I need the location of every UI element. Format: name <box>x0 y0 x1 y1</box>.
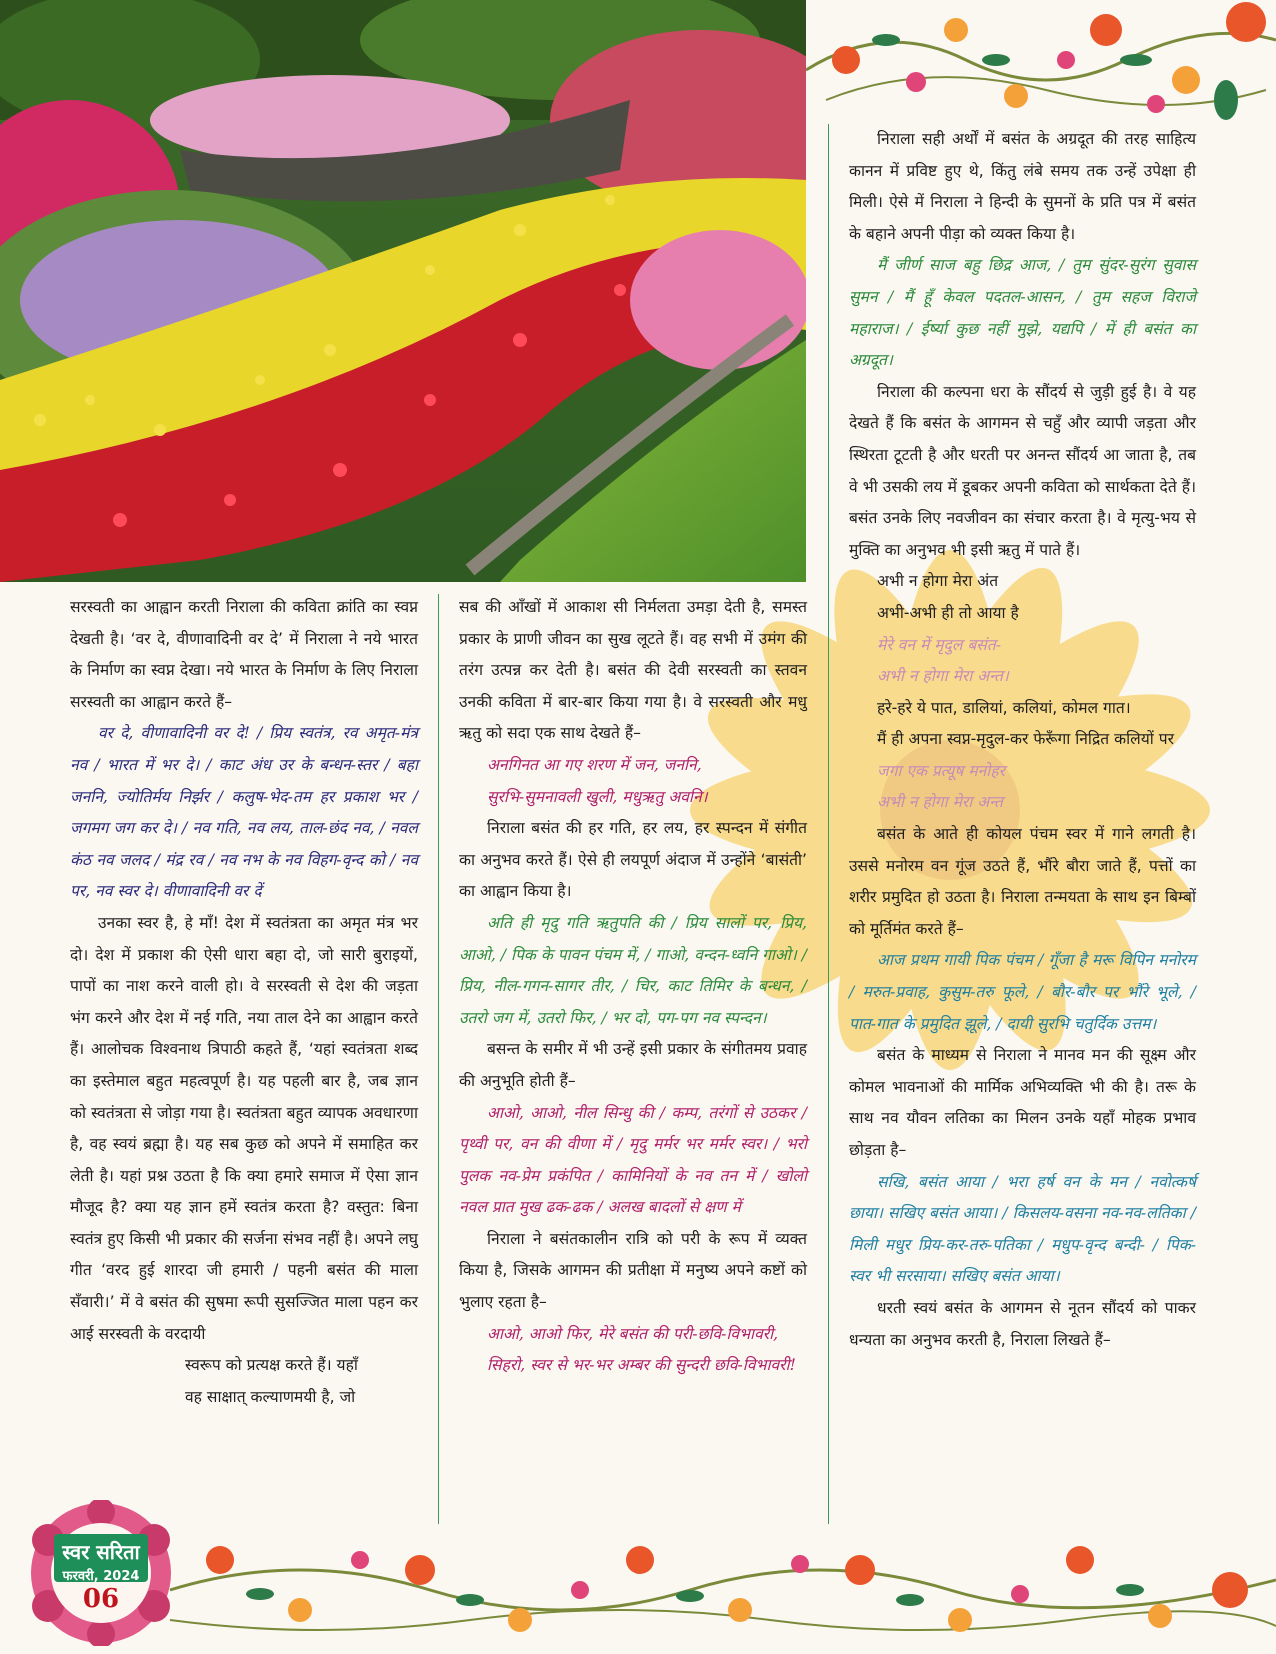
paragraph: निराला सही अर्थों में बसंत के अग्रदूत की तरह साहित्य कानन में प्रविष्ट हुए थे, किंतु लंबे समय तक उन्हें उपेक्षा ही मिली। ऐसे में निराला ने हिन्दी के सुमनों के प्रति पत्र में बसंत के बहाने अपनी पीड़ा को व्यक्त किया है। <box>849 130 1196 243</box>
issue-date: फरवरी, 2024 <box>62 1569 140 1584</box>
floral-vine-bottom-icon <box>0 1530 1276 1650</box>
article-column-2 <box>459 592 807 1382</box>
paragraph: सरस्वती का आह्वान करती निराला की कविता क्रांति का स्वप्न देखती है। ‘वर दे, वीणावादिनी वर दे’ में निराला ने नये भारत के निर्माण का स्वप्न देखा। नये भारत के निर्माण के लिए निराला सरस्वती का आह्वान करते हैं– <box>70 598 418 711</box>
magazine-name: स्वर सरिता <box>62 1540 140 1564</box>
floral-border-top <box>806 0 1276 120</box>
floral-vine-top-icon <box>806 0 1276 120</box>
poem-line: सुरभि-सुमनावली खुली, मधुऋतु अवनि। <box>487 787 708 806</box>
poem-line: जगा एक प्रत्यूष मनोहर <box>877 761 1005 780</box>
poem-quote: आज प्रथम गायी पिक पंचम / गूँजा है मरू विपिन मनोरम / मरुत-प्रवाह, कुसुम-तरु फूले, / बौर-बौर पर भौंरे भूले, / पात-गात के प्रमुदित झूले, / दायी सुरभि चतुर्दिक उत्तम। <box>849 951 1196 1033</box>
poem-line: सिहरो, स्वर से भर-भर अम्बर की सुन्दरी छवि-विभावरी! <box>487 1356 796 1375</box>
paragraph: निराला की कल्पना धरा के सौंदर्य से जुड़ी हुई है। वे यह देखते हैं कि बसंत के आगमन से चहुँ और व्यापी जड़ता और स्थिरता टूटती है और धरती पर अनन्त सौंदर्य आ जाता है, तब वे भी उसकी लय में डूबकर अपनी कविता को सार्थकता देते हैं। बसंत उनके लिए नवजीवन का संचार करता है। वे मृत्यु-भय से मुक्ति का अनुभव भी इसी ऋतु में पाते हैं। <box>849 382 1196 559</box>
poem-quote: अति ही मृदु गति ऋतुपति की / प्रिय सालों पर, प्रिय, आओ, / पिक के पावन पंचम में, / गाओ, वन्दन-ध्वनि गाओ। / प्रिय, नील-गगन-सागर तीर, / चिर, काट तिमिर के बन्धन, / उतरो जग में, उतरो फिर, / भर दो, पग-पग नव स्पन्दन। <box>459 913 807 1027</box>
paragraph: निराला ने बसंतकालीन रात्रि को परी के रूप में व्यक्त किया है, जिसके आगमन की प्रतीक्षा में मनुष्य अपने कष्टों को भुलाए रहता है– <box>459 1229 807 1312</box>
poem-line: अभी न होगा मेरा अन्त। <box>877 667 1009 686</box>
paragraph: सब की आँखों में आकाश सी निर्मलता उमड़ा देती है, समस्त प्रकार के प्राणी जीवन का सुख लूटते हैं। वह सभी में उमंग की तरंग उत्पन्न कर देती है। बसंत की देवी सरस्वती का स्तवन उनकी कविता में बार-बार किया गया है। वे सरस्वती और मधु ऋतु को सदा एक साथ देखते हैं– <box>459 598 807 743</box>
poem-line: अभी-अभी ही तो आया है <box>877 603 1019 622</box>
paragraph: बसंत के माध्यम से निराला ने मानव मन की सूक्ष्म और कोमल भावनाओं की मार्मिक अभिव्यक्ति भी की है। तरू के साथ नव यौवन लतिका का मिलन उनके यहाँ मोहक प्रभाव छोड़ता है– <box>849 1046 1196 1159</box>
column-rule-1 <box>438 594 439 1524</box>
poem-quote: सखि, बसंत आया / भरा हर्ष वन के मन / नवोत्कर्ष छाया। सखिए बसंत आया। / किसलय-वसना नव-नव-लतिका / मिली मधुर प्रिय-कर-तरु-पतिका / मधुप-वृन्द बन्दी- / पिक-स्वर भी सरसाया। सखिए बसंत आया। <box>849 1172 1196 1286</box>
article-column-3 <box>849 124 1196 1356</box>
paragraph: उनका स्वर है, हे माँ! देश में स्वतंत्रता का अमृत मंत्र भर दो। देश में प्रकाश की ऐसी धारा बहा दो, जो सारी बुराइयों, पापों का नाश करने वाली हो। वे सरस्वती से देश की जड़ता भंग करने और देश में नई गति, नया ताल देने का आह्वान करते हैं। आलोचक विश्वनाथ त्रिपाठी कहते हैं, ‘यहां स्वतंत्रता शब्द का इस्तेमाल बहुत महत्वपूर्ण है। यह पहली बार है, जब ज्ञान को स्वतंत्रता से जोड़ा गया है। स्वतंत्रता बहुत व्यापक अवधारणा है, वह स्वयं ब्रह्मा है। यह सब कुछ को अपने में समाहित कर लेती है। यहां प्रश्न उठता है कि क्या हमारे समाज में ऐसा ज्ञान मौजूद है? क्या यह ज्ञान हमें स्वतंत्र करता है? वस्तुत: बिना स्वतंत्र हुए किसी भी प्रकार की सर्जना संभव नहीं है। अपने लघु गीत ‘वरद हुई शारदा जी हमारी / पहनी बसंत की माला सँवारी।’ में वे बसंत की सुषमा रूपी सुसज्जित माला पहन कर आई सरस्वती के वरदायी <box>70 913 418 1343</box>
paragraph-tail: स्वरूप को प्रत्यक्ष करते हैं। यहाँ <box>185 1356 358 1375</box>
poem-line: आओ, आओ फिर, मेरे बसंत की परी-छवि-विभावरी, <box>487 1324 779 1343</box>
magazine-seal <box>28 1500 174 1646</box>
paragraph: निराला बसंत की हर गति, हर लय, हर स्पन्दन में संगीत का अनुभव करते हैं। ऐसे ही लयपूर्ण अंदाज में उन्होंने ‘बासंती’ का आह्वान किया है। <box>459 819 807 901</box>
poem-line: मैं ही अपना स्वप्न-मृदुल-कर फेरूँगा निद्रित कलियों पर <box>877 730 1174 749</box>
page-number: 06 <box>82 1584 120 1614</box>
paragraph: धरती स्वयं बसंत के आगमन से नूतन सौंदर्य को पाकर धन्यता का अनुभव करती है, निराला लिखते हैं– <box>849 1298 1196 1349</box>
poem-quote: वर दे, वीणावादिनी वर दे! / प्रिय स्वतंत्र, रव अमृत-मंत्र नव / भारत में भर दे। / काट अंध उर के बन्धन-स्तर / बहा जननि, ज्योतिर्मय निर्झर / कलुष-भेद-तम हर प्रकाश भर / जगमग जग कर दे। / नव गति, नव लय, ताल-छंद नव, / नवल कंठ नव जलद / मंद्र रव / नव नभ के नव विहग-वृन्द को / नव पर, नव स्वर दे। वीणावादिनी वर दें <box>70 724 418 901</box>
paragraph: बसंत के आते ही कोयल पंचम स्वर में गाने लगती है। उससे मनोरम वन गूंज उठते हैं, भौंरे बौरा जाते हैं, पत्तों का शरीर प्रमुदित हो उठता है। निराला तन्मयता के साथ इन बिम्बों को मूर्तिमंत करते हैं– <box>849 825 1196 938</box>
poem-line: अनगिनत आ गए शरण में जन, जननि, <box>487 755 702 774</box>
poem-line: हरे-हरे ये पात, डालियां, कलियां, कोमल गात। <box>877 698 1131 717</box>
poem-line: अभी न होगा मेरा अंत <box>877 572 999 591</box>
poem-line: मेरे वन में मृदुल बसंत- <box>877 635 1001 654</box>
poem-quote: आओ, आओ, नील सिन्धु की / कम्प, तरंगों से उठकर / पृथ्वी पर, वन की वीणा में / मृदु मर्मर भर मर्मर स्वर। / भरो पुलक नव-प्रेम प्रकंपित / कामिनियों के नव तन में / खोलो नवल प्रात मुख ढक-ढक / अलख बादलों से क्षण में <box>459 1103 807 1217</box>
floral-border-bottom <box>0 1530 1276 1650</box>
column-rule-2 <box>828 124 829 1524</box>
paragraph-tail: वह साक्षात् कल्याणमयी है, जो <box>185 1387 356 1406</box>
article-column-1 <box>70 592 418 1413</box>
poem-quote: मैं जीर्ण साज बहु छिद्र आज, / तुम सुंदर-सुरंग सुवास सुमन / मैं हूँ केवल पदतल-आसन, / तुम सहज विराजे महाराज। / ईर्ष्या कुछ नहीं मुझे, यद्यपि / में ही बसंत का अग्रदूत। <box>849 256 1196 370</box>
paragraph: बसन्त के समीर में भी उन्हें इसी प्रकार के संगीतमय प्रवाह की अनुभूति होती हैं– <box>459 1040 807 1090</box>
poem-line: अभी न होगा मेरा अन्त <box>877 793 1003 812</box>
